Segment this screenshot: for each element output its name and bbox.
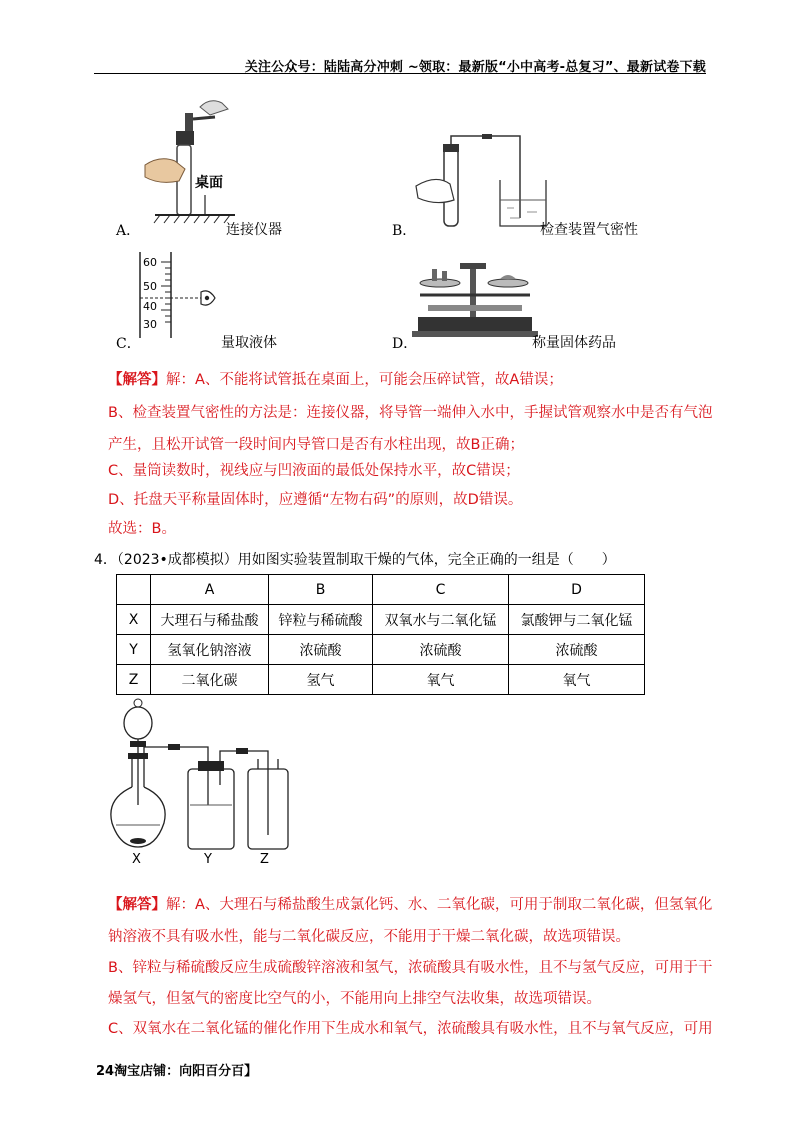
page-footer: 24淘宝店铺：向阳百分百】 (96, 1064, 258, 1079)
answer3-tag: 【解答】 (108, 372, 166, 388)
figure-c-illustration (135, 252, 225, 340)
tick-50: 50 (143, 280, 157, 293)
answer3-line-4: C、量筒读数时，视线应与凹液面的最低处保持水平，故C错误； (108, 463, 520, 479)
question4-text: 4．（2023•成都模拟）用如图实验装置制取干燥的气体，完全正确的一组是（ ） (94, 552, 616, 568)
option-a-caption: 连接仪器 (226, 222, 282, 238)
label-y: Y (204, 852, 212, 867)
tick-40: 40 (143, 300, 157, 313)
answer4-line-4: 燥氢气，但氢气的密度比空气的小，不能用向上排空气法收集，故选项错误。 (108, 991, 601, 1007)
header-rule (94, 73, 706, 74)
option-c-letter: C． (116, 336, 141, 352)
option-c-caption: 量取液体 (221, 335, 277, 351)
answer4-line-3: B、锌粒与稀硫酸反应生成硫酸锌溶液和氢气，浓硫酸具有吸水性，且不与氢气反应，可用于干 (108, 960, 713, 976)
option-d-caption: 称量固体药品 (532, 335, 616, 351)
table-row: Y 氢氧化钠溶液 浓硫酸 浓硫酸 浓硫酸 (117, 635, 645, 665)
tick-60: 60 (143, 256, 157, 269)
label-z: Z (260, 852, 269, 867)
table-row: Z 二氧化碳 氢气 氧气 氧气 (117, 665, 645, 695)
option-b-caption: 检查装置气密性 (540, 222, 638, 238)
answer4-line-2: 钠溶液不具有吸水性，能与二氧化碳反应，不能用于干燥二氧化碳，故选项错误。 (108, 929, 630, 945)
label-x: X (132, 852, 141, 867)
page-header: 关注公众号：陆陆高分冲刺 ~领取：最新版“小中高考-总复习”、最新试卷下载 (244, 60, 706, 75)
apparatus-illustration (108, 695, 298, 867)
answer3-line-6: 故选：B。 (108, 521, 176, 537)
tick-30: 30 (143, 318, 157, 331)
table-header-row: A B C D (117, 575, 645, 605)
figure-d-illustration (410, 255, 540, 345)
question4-table (116, 574, 645, 695)
option-a-letter: A． (116, 223, 141, 239)
option-d-letter: D． (392, 336, 418, 352)
answer4-tag: 【解答】 (108, 897, 166, 913)
answer3-line-1: 【解答】解：A、不能将试管抵在桌面上，可能会压碎试管，故A错误； (108, 372, 563, 388)
answer4-line-5: C、双氧水在二氧化锰的催化作用下生成水和氧气，浓硫酸具有吸水性，且不与氧气反应，可用 (108, 1021, 713, 1037)
answer3-line-5: D、托盘天平称量固体时，应遵循“左物右码”的原则，故D错误。 (108, 492, 523, 508)
option-b-letter: B． (392, 223, 417, 239)
answer3-line-2: B、检查装置气密性的方法是：连接仪器，将导管一端伸入水中，手握试管观察水中是否有气泡 (108, 405, 713, 421)
figure-a-illustration (140, 95, 240, 230)
figure-b-illustration (412, 128, 547, 232)
desk-label: 桌面 (195, 175, 223, 191)
answer3-line-3: 产生，且松开试管一段时间内导管口是否有水柱出现，故B正确； (108, 437, 524, 453)
table-row: X 大理石与稀盐酸 锌粒与稀硫酸 双氧水与二氧化锰 氯酸钾与二氧化锰 (117, 605, 645, 635)
answer4-line-1: 【解答】解：A、大理石与稀盐酸生成氯化钙、水、二氧化碳，可用于制取二氧化碳，但氢氧化 (108, 897, 713, 913)
